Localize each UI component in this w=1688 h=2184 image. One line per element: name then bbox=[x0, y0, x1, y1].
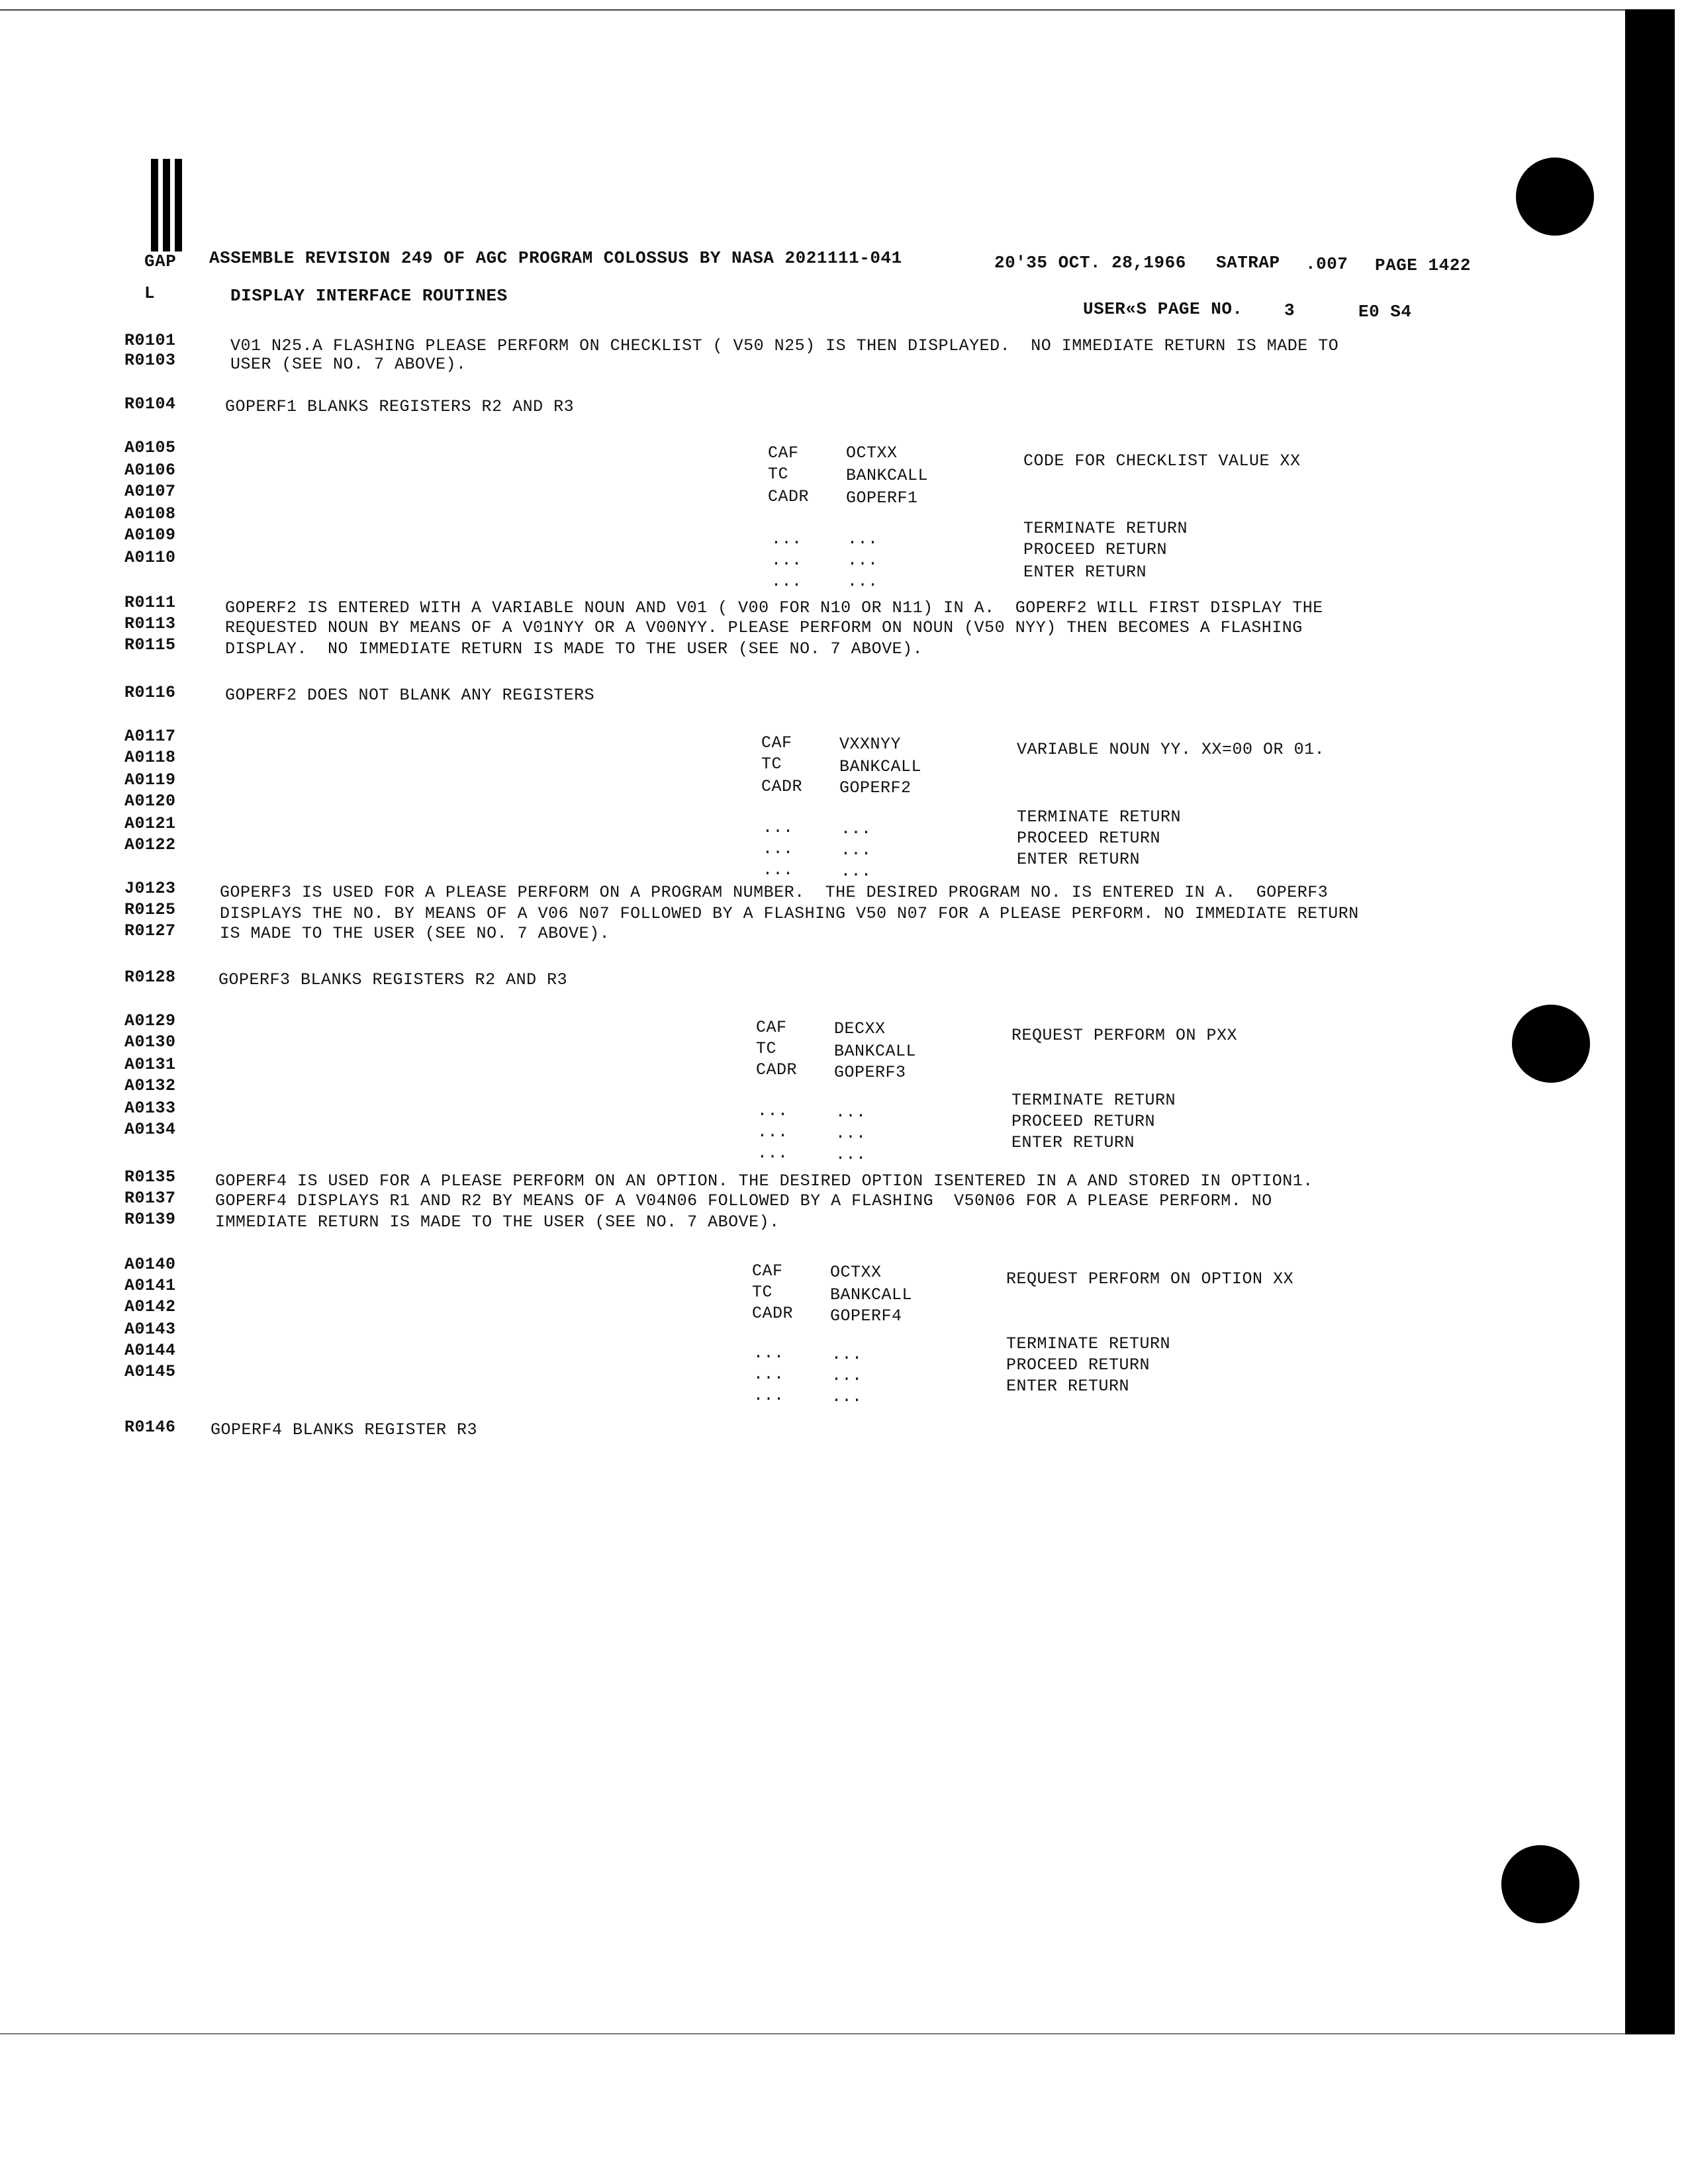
remark-text: GOPERF3 BLANKS REGISTERS R2 AND R3 bbox=[218, 970, 568, 989]
operand: BANKCALL bbox=[834, 1042, 917, 1061]
opcode: ... bbox=[753, 1365, 784, 1384]
opcode: ... bbox=[753, 1386, 784, 1405]
line-id: J0123 bbox=[124, 879, 176, 898]
operand: ... bbox=[847, 529, 878, 549]
remark-text: V01 N25.A FLASHING PLEASE PERFORM ON CHECKLIST ( V50 N25) IS THEN DISPLAYED. NO IMMEDIATE RETURN IS MADE TO bbox=[230, 336, 1339, 355]
comment: TERMINATE RETURN bbox=[1006, 1334, 1171, 1353]
header-datetime: 20'35 OCT. 28,1966 bbox=[994, 253, 1186, 273]
line-id: A0117 bbox=[124, 727, 176, 746]
operand: GOPERF1 bbox=[846, 488, 918, 508]
opcode: CADR bbox=[752, 1304, 794, 1323]
operand: ... bbox=[831, 1387, 863, 1406]
line-id: R0104 bbox=[124, 394, 176, 414]
line-id: R0111 bbox=[124, 593, 176, 612]
operand: ... bbox=[835, 1103, 867, 1122]
opcode: ... bbox=[757, 1101, 788, 1120]
line-id: A0120 bbox=[124, 792, 176, 811]
line-id: A0131 bbox=[124, 1055, 176, 1074]
opcode: CAF bbox=[756, 1018, 787, 1037]
line-id: A0140 bbox=[124, 1255, 176, 1274]
header-code: .007 bbox=[1305, 254, 1348, 274]
opcode: ... bbox=[753, 1343, 784, 1363]
opcode: ... bbox=[757, 1144, 788, 1163]
subheader-ref: E0 S4 bbox=[1358, 302, 1412, 322]
comment: PROCEED RETURN bbox=[1023, 540, 1168, 559]
line-id: A0134 bbox=[124, 1120, 176, 1139]
line-id: R0101 bbox=[124, 331, 176, 350]
remark-text: GOPERF4 BLANKS REGISTER R3 bbox=[211, 1420, 478, 1439]
comment: TERMINATE RETURN bbox=[1017, 807, 1182, 827]
remark-text: REQUESTED NOUN BY MEANS OF A V01NYY OR A V00NYY. PLEASE PERFORM ON NOUN (V50 NYY) THEN BECOMES A FLASHING bbox=[225, 618, 1303, 637]
comment: ENTER RETURN bbox=[1006, 1377, 1130, 1396]
comment: PROCEED RETURN bbox=[1006, 1355, 1150, 1375]
operand: BANKCALL bbox=[846, 466, 929, 485]
opcode: CAF bbox=[761, 733, 792, 752]
line-id: A0110 bbox=[124, 548, 176, 567]
line-id: A0107 bbox=[124, 482, 176, 501]
line-id: A0144 bbox=[124, 1341, 176, 1360]
line-id: R0128 bbox=[124, 968, 176, 987]
line-id: A0108 bbox=[124, 504, 176, 523]
header-page: PAGE 1422 bbox=[1375, 255, 1471, 275]
operand: BANKCALL bbox=[839, 757, 922, 776]
remark-text: USER (SEE NO. 7 ABOVE). bbox=[230, 355, 467, 374]
line-id: R0135 bbox=[124, 1167, 176, 1187]
operand: ... bbox=[835, 1145, 867, 1164]
line-id: A0141 bbox=[124, 1276, 176, 1295]
line-id: R0113 bbox=[124, 614, 176, 633]
opcode: TC bbox=[761, 754, 782, 774]
punch-hole-middle bbox=[1512, 1005, 1590, 1083]
operand: ... bbox=[841, 862, 872, 881]
opcode: ... bbox=[763, 839, 794, 858]
operand: BANKCALL bbox=[830, 1285, 913, 1304]
registration-bars bbox=[151, 159, 188, 251]
line-id: A0142 bbox=[124, 1297, 176, 1316]
comment: TERMINATE RETURN bbox=[1023, 519, 1188, 538]
remark-text: DISPLAY. NO IMMEDIATE RETURN IS MADE TO THE USER (SEE NO. 7 ABOVE). bbox=[225, 639, 923, 659]
comment: TERMINATE RETURN bbox=[1011, 1091, 1176, 1110]
opcode: CAF bbox=[768, 443, 799, 463]
operand: OCTXX bbox=[846, 443, 898, 463]
opcode: TC bbox=[752, 1283, 773, 1302]
operand: DECXX bbox=[834, 1019, 886, 1038]
line-id: A0119 bbox=[124, 770, 176, 790]
remark-text: GOPERF1 BLANKS REGISTERS R2 AND R3 bbox=[225, 397, 575, 416]
comment: REQUEST PERFORM ON OPTION XX bbox=[1006, 1269, 1294, 1289]
line-id: A0132 bbox=[124, 1076, 176, 1095]
opcode: ... bbox=[771, 529, 802, 549]
operand: GOPERF3 bbox=[834, 1063, 906, 1082]
opcode: ... bbox=[763, 818, 794, 837]
remark-text: GOPERF2 IS ENTERED WITH A VARIABLE NOUN AND V01 ( V00 FOR N10 OR N11) IN A. GOPERF2 WILL FIRST DISPLAY THE bbox=[225, 598, 1323, 617]
remark-text: IS MADE TO THE USER (SEE NO. 7 ABOVE). bbox=[220, 924, 610, 943]
comment: VARIABLE NOUN YY. XX=00 OR 01. bbox=[1017, 740, 1325, 759]
header-mark: GAP bbox=[144, 251, 177, 271]
operand: ... bbox=[831, 1366, 863, 1385]
line-id: R0115 bbox=[124, 635, 176, 655]
opcode: ... bbox=[763, 860, 794, 880]
line-id: R0125 bbox=[124, 900, 176, 919]
line-id: R0103 bbox=[124, 351, 176, 370]
remark-text: GOPERF2 DOES NOT BLANK ANY REGISTERS bbox=[225, 686, 595, 705]
line-id: R0139 bbox=[124, 1210, 176, 1229]
operand: ... bbox=[831, 1345, 863, 1364]
line-id: A0118 bbox=[124, 748, 176, 767]
opcode: CADR bbox=[761, 777, 803, 796]
operand: ... bbox=[835, 1124, 867, 1143]
opcode: TC bbox=[756, 1039, 777, 1058]
opcode: ... bbox=[771, 551, 802, 570]
opcode: CADR bbox=[768, 487, 810, 506]
line-id: A0122 bbox=[124, 835, 176, 854]
comment: ENTER RETURN bbox=[1011, 1133, 1135, 1152]
line-id: R0116 bbox=[124, 683, 176, 702]
subheader-letter: L bbox=[144, 283, 156, 303]
remark-text: GOPERF4 IS USED FOR A PLEASE PERFORM ON AN OPTION. THE DESIRED OPTION ISENTERED IN A AND STORED IN OPTION1. bbox=[215, 1171, 1313, 1191]
comment: CODE FOR CHECKLIST VALUE XX bbox=[1023, 451, 1301, 471]
comment: ENTER RETURN bbox=[1023, 563, 1147, 582]
comment: REQUEST PERFORM ON PXX bbox=[1011, 1026, 1238, 1045]
line-id: A0105 bbox=[124, 438, 176, 457]
remark-text: DISPLAYS THE NO. BY MEANS OF A V06 N07 FOLLOWED BY A FLASHING V50 N07 FOR A PLEASE PERFORM. NO IMMEDIATE RETURN bbox=[220, 904, 1359, 923]
line-id: A0121 bbox=[124, 814, 176, 833]
remark-text: GOPERF4 DISPLAYS R1 AND R2 BY MEANS OF A V04N06 FOLLOWED BY A FLASHING V50N06 FOR A PLEASE PERFORM. NO bbox=[215, 1191, 1272, 1210]
remark-text: GOPERF3 IS USED FOR A PLEASE PERFORM ON A PROGRAM NUMBER. THE DESIRED PROGRAM NO. IS ENTERED IN A. GOPERF3 bbox=[220, 883, 1329, 902]
line-id: A0129 bbox=[124, 1011, 176, 1030]
opcode: ... bbox=[757, 1122, 788, 1142]
line-id: A0106 bbox=[124, 461, 176, 480]
header-assemble: ASSEMBLE REVISION 249 OF AGC PROGRAM COLOSSUS BY NASA 2021111-041 bbox=[209, 248, 902, 268]
line-id: A0145 bbox=[124, 1362, 176, 1381]
operand: ... bbox=[847, 572, 878, 591]
operand: GOPERF2 bbox=[839, 778, 912, 797]
operand: ... bbox=[841, 819, 872, 839]
line-id: A0133 bbox=[124, 1099, 176, 1118]
header-satrap: SATRAP bbox=[1216, 253, 1280, 273]
opcode: CAF bbox=[752, 1261, 783, 1281]
users-page-label: USER«S PAGE NO. bbox=[1083, 299, 1243, 319]
punch-hole-top bbox=[1516, 158, 1594, 236]
line-id: A0143 bbox=[124, 1320, 176, 1339]
operand: VXXNYY bbox=[839, 735, 902, 754]
line-id: A0130 bbox=[124, 1032, 176, 1052]
opcode: CADR bbox=[756, 1060, 798, 1079]
punch-hole-bottom bbox=[1501, 1845, 1579, 1923]
top-edge-line bbox=[0, 9, 1675, 11]
comment: ENTER RETURN bbox=[1017, 850, 1141, 869]
right-scan-border bbox=[1625, 9, 1675, 2034]
operand: GOPERF4 bbox=[830, 1306, 902, 1326]
operand: ... bbox=[841, 841, 872, 860]
line-id: R0146 bbox=[124, 1418, 176, 1437]
line-id: R0137 bbox=[124, 1189, 176, 1208]
operand: ... bbox=[847, 551, 878, 570]
subheader-title: DISPLAY INTERFACE ROUTINES bbox=[230, 286, 508, 306]
comment: PROCEED RETURN bbox=[1017, 829, 1161, 848]
opcode: ... bbox=[771, 572, 802, 591]
operand: OCTXX bbox=[830, 1263, 882, 1282]
bottom-edge-line bbox=[0, 2033, 1675, 2034]
remark-text: IMMEDIATE RETURN IS MADE TO THE USER (SEE NO. 7 ABOVE). bbox=[215, 1212, 780, 1232]
line-id: R0127 bbox=[124, 921, 176, 940]
users-page-number: 3 bbox=[1284, 300, 1295, 320]
comment: PROCEED RETURN bbox=[1011, 1112, 1156, 1131]
opcode: TC bbox=[768, 465, 789, 484]
line-id: A0109 bbox=[124, 525, 176, 545]
